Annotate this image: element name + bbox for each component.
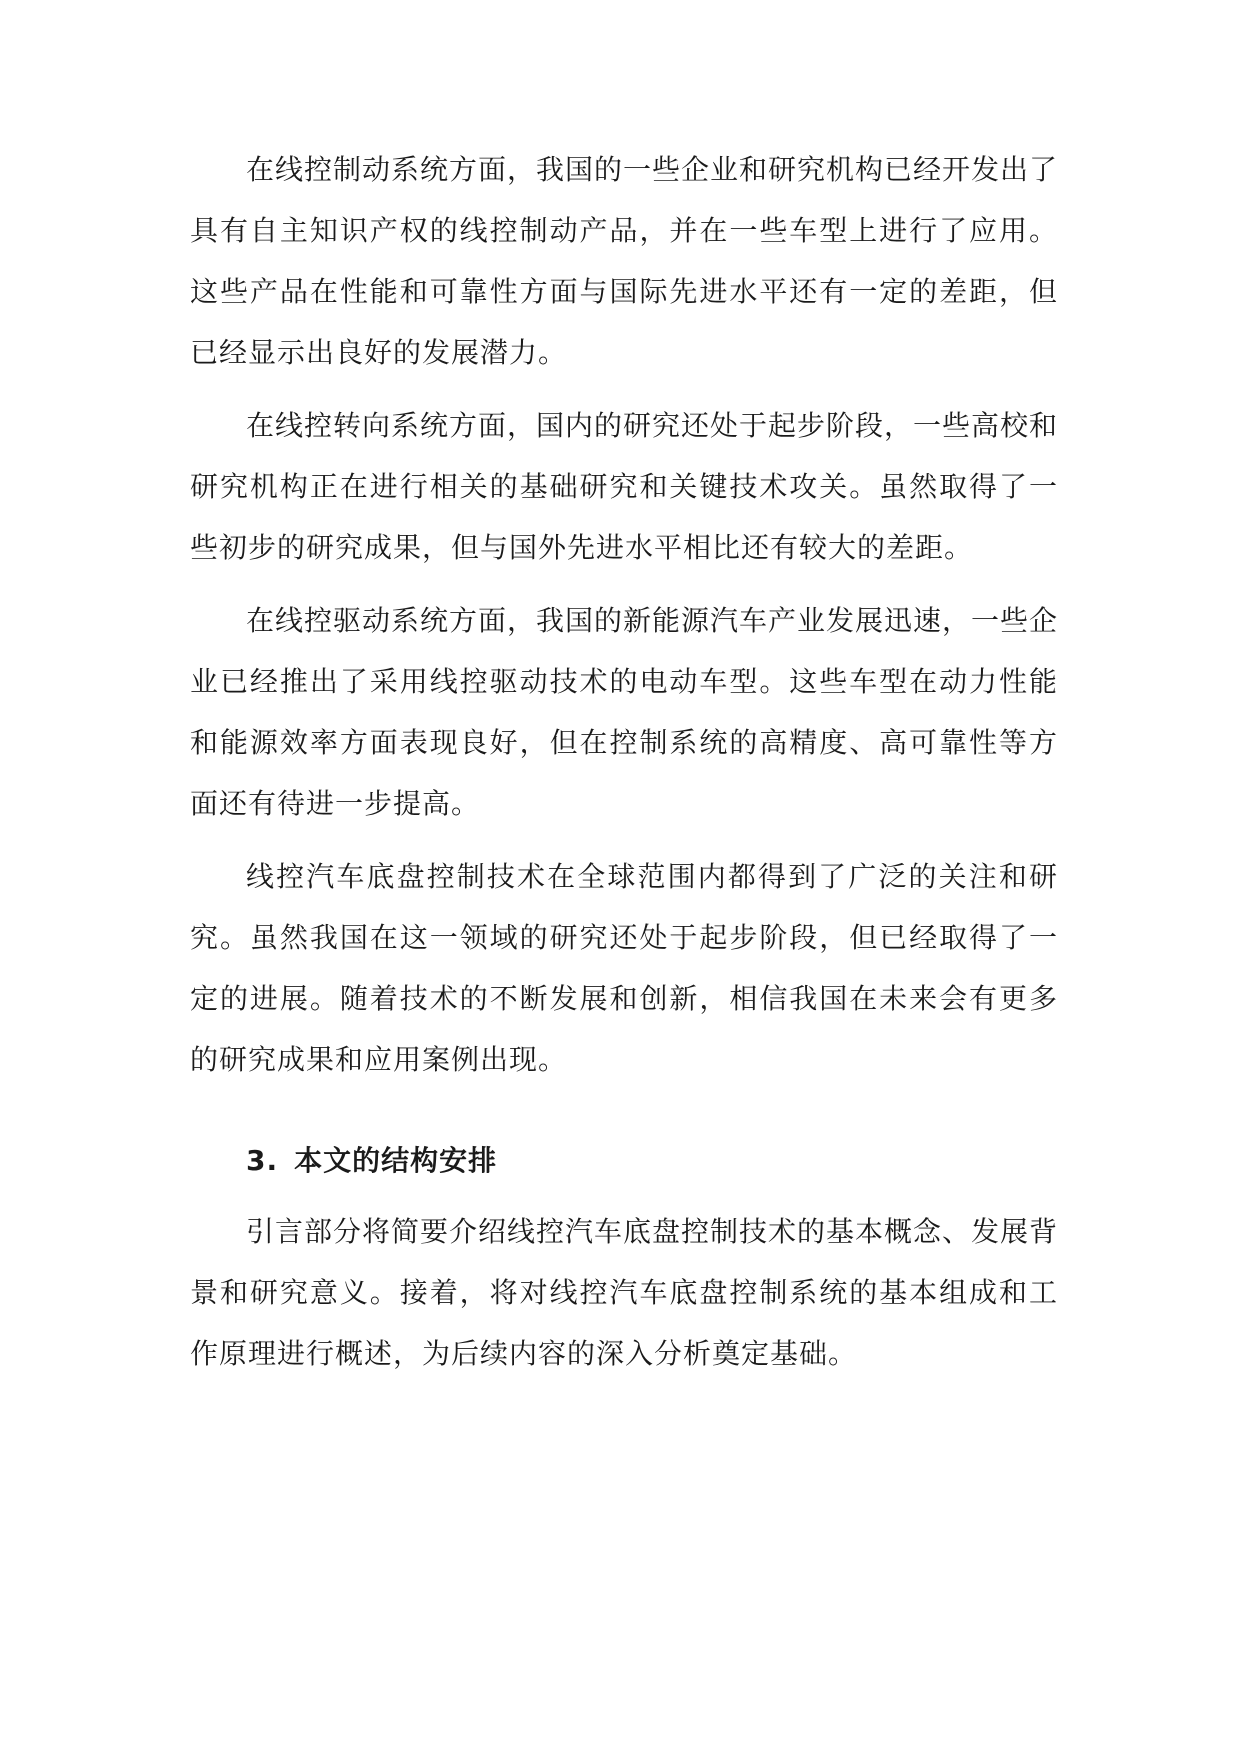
- paragraph-structure-intro: 引言部分将简要介绍线控汽车底盘控制技术的基本概念、发展背景和研究意义。接着，将对线控汽车底盘控制系统的基本组成和工作原理进行概述，为后续内容的深入分析奠定基础。: [190, 1215, 1059, 1370]
- section-title: 本文的结构安排: [294, 1144, 498, 1177]
- paragraph-brake-by-wire: 在线控制动系统方面，我国的一些企业和研究机构已经开发出了具有自主知识产权的线控制动产品，并在一些车型上进行了应用。这些产品在性能和可靠性方面与国际先进水平还有一定的差距，但已经显示出良好的发展潜力。: [190, 153, 1059, 369]
- paragraph-drive-by-wire: 在线控驱动系统方面，我国的新能源汽车产业发展迅速，一些企业已经推出了采用线控驱动技术的电动车型。这些车型在动力性能和能源效率方面表现良好，但在控制系统的高精度、高可靠性等方面还有待进一步提高。: [190, 604, 1059, 820]
- section-number: 3.: [246, 1144, 279, 1177]
- document-body: [190, 139, 1058, 1396]
- section-heading: [190, 1130, 1058, 1191]
- paragraph-steer-by-wire: 在线控转向系统方面，国内的研究还处于起步阶段，一些高校和研究机构正在进行相关的基础研究和关键技术攻关。虽然取得了一些初步的研究成果，但与国外先进水平相比还有较大的差距。: [190, 409, 1059, 564]
- paragraph-summary: 线控汽车底盘控制技术在全球范围内都得到了广泛的关注和研究。虽然我国在这一领域的研究还处于起步阶段，但已经取得了一定的进展。随着技术的不断发展和创新，相信我国在未来会有更多的研究成果和应用案例出现。: [190, 860, 1058, 1076]
